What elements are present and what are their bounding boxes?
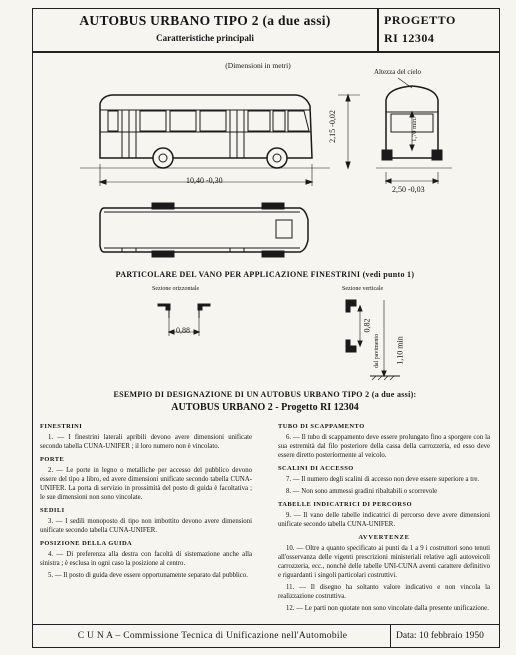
right-column: [278, 418, 490, 616]
bus-plan-view: [100, 203, 308, 257]
section-heading: POSIZIONE DELLA GUIDA: [40, 540, 133, 547]
section-text: 1. — I finestrini laterali apribili devono avere dimensioni unificate secondo tabella CUNA-UNIFER ; il loro numero non è vincolato.: [40, 434, 252, 450]
example-designation: AUTOBUS URBANO 2 - Progetto RI 12304: [171, 402, 359, 413]
section-heading: AVVERTENZE: [358, 534, 410, 541]
left-column: [40, 418, 252, 583]
section-heading: FINESTRINI: [40, 423, 83, 430]
vertical-section-label: Sezione verticale: [342, 286, 384, 292]
example-heading: ESEMPIO DI DESIGNAZIONE DI UN AUTOBUS URBANO TIPO 2 (a due assi):: [113, 390, 417, 399]
section-heading: TUBO DI SCAPPAMENTO: [278, 423, 365, 430]
footer-organization: C U N A – Commissione Tecnica di Unificazione nell'Automobile: [77, 631, 348, 641]
vertical-section-detail: [346, 300, 400, 380]
section-heading: TABELLE INDICATRICI DI PERCORSO: [278, 501, 413, 508]
width-dimension: 2,50 -0,03: [392, 185, 425, 194]
section-heading: SEDILI: [40, 507, 65, 514]
section-text: 3. — I sedili monoposto di tipo non imbottito devono avere dimensioni unificate secondo tabella CUNA-UNIFER.: [40, 518, 252, 534]
section-text: 5. — Il posto di guida deve essere opportunamente separato dal pubblico.: [48, 572, 248, 579]
section-text: 2. — Le porte in legno o metalliche per accesso del pubblico devono essere del tipo a libro, ed avere dimensioni unificate secondo tabella CUNA-UNIFER. La porta di servizio in prossimità del posto di guida è facoltativa ; le sue dimensioni non sono vincolate.: [40, 467, 252, 501]
ceiling-height-label: Altezza del cielo: [374, 68, 422, 76]
document-title: AUTOBUS URBANO TIPO 2 (a due assi): [79, 13, 331, 28]
interior-height-dimension: 1,70 min.: [410, 117, 418, 142]
footer-date: Data: 10 febbraio 1950: [396, 631, 484, 641]
footer-divider: [390, 624, 391, 648]
length-dimension: 10,40 -0,30: [186, 176, 223, 185]
floor-height: 1,10 min: [395, 336, 405, 365]
section-text: 10. — Oltre a quanto specificato ai punti da 1 a 9 i costruttori sono tenuti all'osservanza delle vigenti prescrizioni ministeriali relative agli autoveicoli carrozzeria, ecc., nonchè delle tabelle UNI-CUNA aventi carattere definitivo e riguardanti i singoli particolari costruttivi.: [278, 545, 490, 579]
dimensions-note: (Dimensioni in metri): [225, 61, 291, 70]
horizontal-dimension: 0,88: [176, 326, 190, 335]
section-text: 11. — Il disegno ha soltanto valore indicativo e non vincola la realizzazione costruttiva.: [278, 584, 490, 600]
section-text: 9. — Il vano delle tabelle indicatrici di percorso deve avere dimensioni unificate secondo tabella CUNA-UNIFER.: [278, 512, 490, 528]
footer-rule: [32, 624, 500, 625]
section-text: 6. — Il tubo di scappamento deve essere prolungato fino a sporgere con la sua estremità dal filo posteriore della cassa della carrozzeria, ed esso deve essere diretto posteriormente al veicolo.: [278, 434, 490, 459]
section-heading: PORTE: [40, 456, 65, 463]
section-text: 7. — Il numero degli scalini di accesso non deve essere superiore a tre.: [286, 476, 480, 483]
floor-label: dal pavimento: [374, 333, 381, 369]
vertical-dimension: 0,82: [362, 318, 372, 333]
project-label: PROGETTO: [384, 13, 456, 27]
section-heading: SCALINI DI ACCESSO: [278, 465, 354, 472]
window-detail-title: PARTICOLARE DEL VANO PER APPLICAZIONE FINESTRINI (vedi punto 1): [115, 270, 415, 279]
section-text: 12. — Le parti non quotate non sono vincolate dalla presente unificazione.: [286, 605, 489, 612]
height-dimension: 2,15 -0,02: [327, 110, 337, 143]
bus-side-view: [80, 95, 330, 168]
section-text: 4. — Di preferenza alla destra con facoltà di sistemazione anche alla sinistra ; è esclusa in ogni caso la posizione al centro.: [40, 551, 252, 567]
project-code: RI 12304: [384, 31, 435, 45]
horizontal-section-label: Sezione orizzontale: [152, 286, 200, 292]
section-text: 8. — Non sono ammessi gradini ribaltabili o scorrevole: [286, 488, 438, 495]
document-subtitle: Caratteristiche principali: [156, 33, 254, 43]
